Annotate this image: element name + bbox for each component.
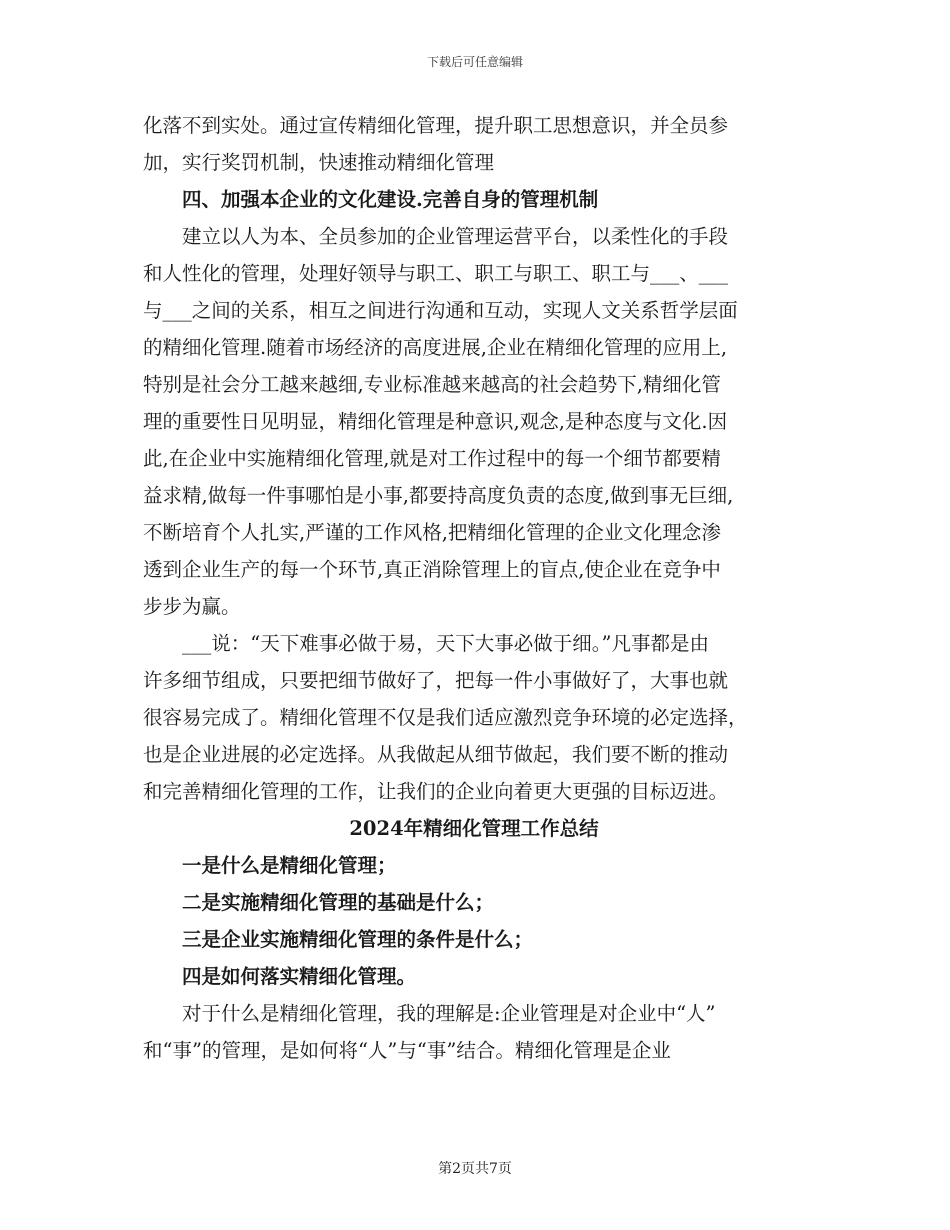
text-line: 此,在企业中实施精细化管理,就是对工作过程中的每一个细节都要精 xyxy=(143,447,721,470)
text-line: 和完善精细化管理的工作，让我们的企业向着更大更强的目标迈进。 xyxy=(143,780,729,803)
text-line: 很容易完成了。精细化管理不仅是我们适应激烈竞争环境的必定选择， xyxy=(143,706,748,729)
text-line: 加，实行奖罚机制，快速推动精细化管理 xyxy=(143,151,495,174)
section-heading: 四、加强本企业的文化建设.完善自身的管理机制 xyxy=(182,188,599,211)
text-line: 与___之间的关系，相互之间进行沟通和互动，实现人文关系哲学层面 xyxy=(143,299,738,322)
paragraph-3 xyxy=(143,625,805,810)
list-item: 四是如何落实精细化管理。 xyxy=(182,965,417,988)
document-body xyxy=(143,107,805,1069)
text-line: 特别是社会分工越来越细,专业标准越来越高的社会趋势下,精细化管 xyxy=(143,373,721,396)
page-header: 下载后可任意编辑 xyxy=(426,55,523,69)
list-item: 三是企业实施精细化管理的条件是什么； xyxy=(182,928,534,951)
page-footer: 第2页共7页 xyxy=(438,1161,512,1177)
text-line: 步步为赢。 xyxy=(143,595,241,618)
text-line: 和人性化的管理，处理好领导与职工、职工与职工、职工与___、___ xyxy=(143,262,729,285)
text-line: 建立以人为本、全员参加的企业管理运营平台，以柔性化的手段 xyxy=(182,225,729,248)
paragraph-1 xyxy=(143,107,805,181)
document-title: 2024年精细化管理工作总结 xyxy=(349,817,599,840)
paragraph-4 xyxy=(143,995,805,1069)
text-line: 的精细化管理.随着市场经济的高度进展,企业在精细化管理的应用上, xyxy=(143,336,728,359)
text-line: 化落不到实处。通过宣传精细化管理，提升职工思想意识，并全员参 xyxy=(143,114,729,137)
paragraph-2 xyxy=(143,218,805,625)
text-line: 理的重要性日见明显，精细化管理是种意识,观念,是种态度与文化.因 xyxy=(143,410,728,433)
text-line: 益求精,做每一件事哪怕是小事,都要持高度负责的态度,做到事无巨细, xyxy=(143,484,734,507)
text-line: 不断培育个人扎实,严谨的工作风格,把精细化管理的企业文化理念渗 xyxy=(143,521,721,544)
text-line: ___说：“天下难事必做于易，天下大事必做于细。”凡事都是由 xyxy=(182,632,709,655)
text-line: 也是企业进展的必定选择。从我做起从细节做起，我们要不断的推动 xyxy=(143,743,729,766)
text-line: 和“事”的管理，是如何将“人”与“事”结合。精细化管理是企业 xyxy=(143,1039,671,1062)
text-line: 对于什么是精细化管理，我的理解是:企业管理是对企业中“人” xyxy=(182,1002,716,1025)
list-item: 一是什么是精细化管理； xyxy=(182,854,397,877)
list-item: 二是实施精细化管理的基础是什么； xyxy=(182,891,495,914)
text-line: 许多细节组成，只要把细节做好了，把每一件小事做好了，大事也就 xyxy=(143,669,729,692)
text-line: 透到企业生产的每一个环节,真正消除管理上的盲点,使企业在竞争中 xyxy=(143,558,721,581)
